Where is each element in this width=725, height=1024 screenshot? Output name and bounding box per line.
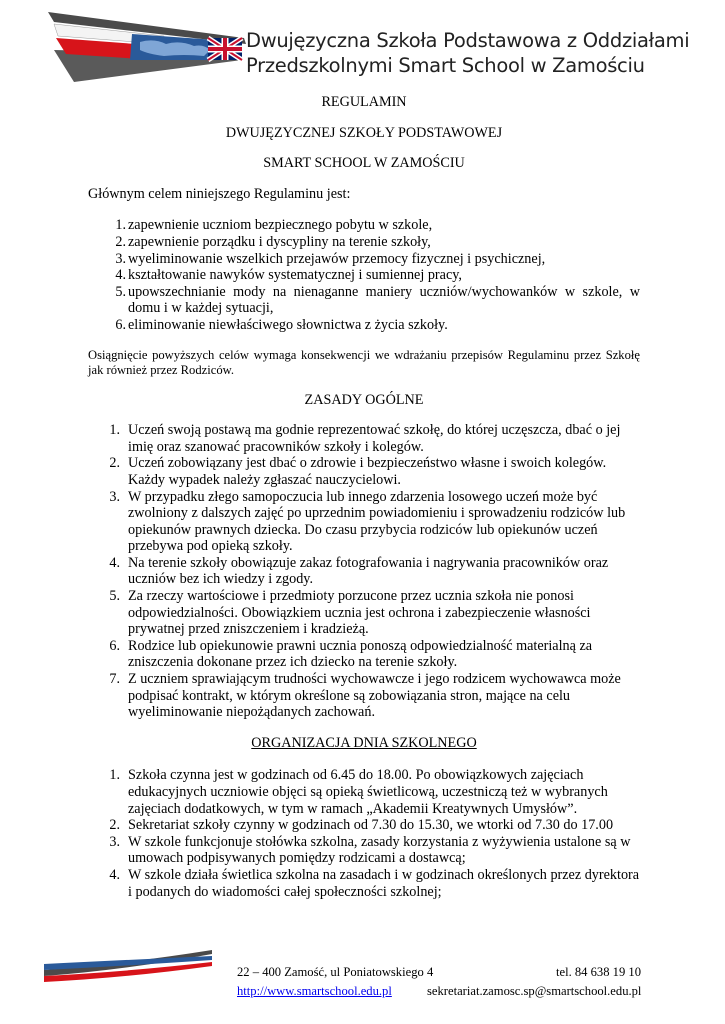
list-item — [106, 284, 640, 317]
intro-text: Głównym celem niniejszego Regulaminu jest: — [88, 185, 351, 202]
item-text: W szkole funkcjonuje stołówka szkolna, zasady korzystania z wyżywienia ustalone są w umowach podpisywanych pomiędzy rodzicami a dostawcą; — [128, 833, 631, 867]
item-text: zapewnienie uczniom bezpiecznego pobytu w szkole, — [128, 217, 433, 234]
item-text: Sekretariat szkoły czynny w godzinach od 7.30 do 15.30, we wtorki od 7.30 do 17.00 — [128, 817, 614, 834]
item-number: 2. — [109, 455, 120, 472]
item-text: kształtowanie nawyków systematycznej i sumiennej pracy, — [128, 267, 462, 284]
school-day-title: ORGANIZACJA DNIA SZKOLNEGO — [251, 734, 477, 751]
item-number: 2. — [109, 817, 120, 834]
footer-address: 22 – 400 Zamość, ul Poniatowskiego 4 — [237, 965, 434, 979]
item-text: wyeliminowanie wszelkich przejawów przemocy fizycznej i psychicznej, — [128, 250, 546, 267]
item-text: Uczeń zobowiązany jest dbać o zdrowie i bezpieczeństwo własne i swoich kolegów. Każdy wypadek należy zgłaszać nauczycielowi. — [128, 455, 607, 488]
page-header — [0, 0, 725, 90]
general-rules-list — [88, 422, 640, 721]
school-day-list — [88, 767, 640, 900]
item-text: eliminowanie niewłaściwego słownictwa z życia szkoły. — [128, 316, 448, 333]
item-text: W szkole działa świetlica szkolna na zasadach i w godzinach określonych przez dyrektora i podanych do wiadomości całej społeczności szkolnej; — [128, 866, 640, 900]
item-number: 4. — [115, 267, 126, 284]
list-item — [100, 588, 640, 638]
item-number: 6. — [115, 316, 126, 333]
item-text: Na terenie szkoły obowiązuje zakaz fotografowania i nagrywania pracowników oraz uczniów bez ich wiedzy i zgody. — [128, 554, 609, 588]
item-number: 4. — [109, 866, 120, 883]
list-item — [100, 867, 640, 900]
list-item — [106, 217, 640, 234]
list-item — [100, 555, 640, 588]
item-number: 5. — [115, 283, 126, 300]
item-number: 3. — [109, 833, 120, 850]
item-number: 7. — [109, 671, 120, 688]
logo-uk-flag — [208, 38, 242, 60]
school-name-line2: Przedszkolnymi Smart School w Zamościu — [246, 54, 645, 77]
goals-note: Osiągnięcie powyższych celów wymaga konsekwencji we wdrażaniu przepisów Regulaminu przez Szkołę jak również przez Rodziców. — [88, 347, 640, 377]
item-text: zapewnienie porządku i dyscypliny na terenie szkoły, — [128, 233, 431, 250]
item-text: W przypadku złego samopoczucia lub innego zdarzenia losowego uczeń może być zwolniony z dalszych zajęć po uprzednim powiadomieniu i sprowadzeniu rodziców lub opiekunów prawnych dziecka. Do czasu przybycia rodziców lub opiekunów uczeń przebywa pod opieką szkoły. — [128, 488, 626, 555]
footer-website-link[interactable]: http://www.smartschool.edu.pl — [237, 984, 392, 998]
list-item — [100, 834, 640, 867]
school-logo — [44, 10, 254, 90]
general-rules-title: ZASADY OGÓLNE — [304, 391, 424, 408]
item-number: 5. — [109, 588, 120, 605]
item-number: 3. — [115, 250, 126, 267]
item-number: 2. — [115, 233, 126, 250]
page-footer — [0, 940, 725, 1024]
item-number: 4. — [109, 554, 120, 571]
goals-list — [88, 217, 640, 333]
item-number: 6. — [109, 637, 120, 654]
item-text: Za rzeczy wartościowe i przedmioty porzucone przez ucznia szkoła nie ponosi odpowiedzialności. Obowiązkiem ucznia jest ochrona i zabezpieczenie własności prywatnej przed zniszczeniem i kradzieżą. — [128, 588, 591, 638]
document-title: REGULAMIN — [321, 94, 407, 110]
list-item — [100, 455, 640, 488]
list-item — [100, 422, 640, 455]
list-item — [106, 234, 640, 251]
list-item — [106, 267, 640, 284]
list-item — [100, 671, 640, 721]
school-name-line1: Dwujęzyczna Szkoła Podstawowa z Oddziałami — [246, 29, 690, 52]
item-number: 1. — [109, 422, 120, 439]
document-school-title: SMART SCHOOL W ZAMOŚCIU — [263, 155, 465, 172]
list-item — [100, 638, 640, 671]
item-number: 1. — [109, 767, 120, 784]
item-text: Rodzice lub opiekunowie prawni ucznia ponoszą odpowiedzialność materialną za zniszczenia dokonane przez ich dziecko na terenie szkoły. — [128, 637, 593, 671]
footer-ribbon-logo — [44, 948, 214, 990]
footer-phone: tel. 84 638 19 10 — [556, 965, 642, 979]
list-item — [106, 317, 640, 334]
item-text: Uczeń swoją postawą ma godnie reprezentować szkołę, do której uczęszcza, dbać o jej imię oraz szanować pracowników szkoły i kolegów. — [128, 422, 621, 455]
list-item — [100, 767, 640, 817]
item-text: Z uczniem sprawiającym trudności wychowawcze i jego rodzicem wychowawca może podpisać kontrakt, w którym określone są zobowiązania stron, mające na celu wyeliminowanie niepożądanych zachowań. — [128, 671, 621, 721]
item-number: 1. — [115, 217, 126, 234]
item-text: Szkoła czynna jest w godzinach od 6.45 do 18.00. Po obowiązkowych zajęciach edukacyjnych uczniowie objęci są opieką świetlicową, uczestniczą też w wybranych zajęciach dodatkowych, w tym w ramach „Akademii Kreatywnych Umysłów”. — [128, 767, 608, 817]
list-item — [100, 817, 640, 834]
school-name — [246, 28, 716, 78]
item-text: upowszechnianie mody na nienaganne maniery uczniów/wychowanków w szkole, w domu i w każdej sytuacji, — [128, 283, 640, 317]
document-subtitle: DWUJĘZYCZNEJ SZKOŁY PODSTAWOWEJ — [225, 124, 503, 141]
list-item — [100, 489, 640, 555]
document-body — [88, 90, 640, 900]
item-number: 3. — [109, 488, 120, 505]
footer-email: sekretariat.zamosc.sp@smartschool.edu.pl — [427, 984, 642, 998]
list-item — [106, 251, 640, 268]
